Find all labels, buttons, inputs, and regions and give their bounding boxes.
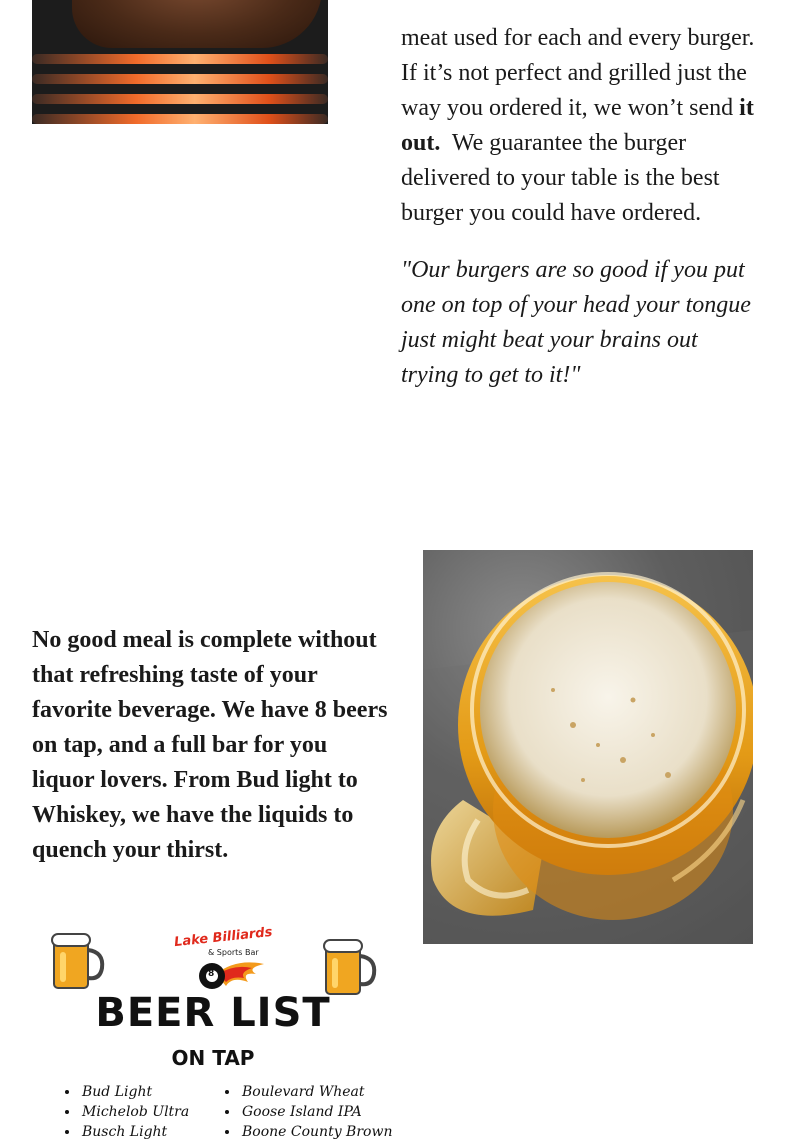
burger-paragraph-tail: We guarantee the burger delivered to your table is the best burger you could have ordered. [401, 130, 720, 226]
beer-mug-illustration [423, 550, 753, 944]
logo-name-text: Lake Billiards [173, 924, 274, 951]
burger-patty [72, 0, 322, 48]
beer-description: No good meal is complete without that refreshing taste of your favorite beverage. We have 8 beers on tap, and a full bar for you liquor lovers. From Bud light to Whiskey, we have the liquids to quench your thirst. [32, 627, 388, 863]
flaming-eight-ball-icon [186, 956, 266, 992]
grilled-burger-image [32, 0, 328, 124]
burger-paragraph-bold: it out. [401, 95, 754, 156]
grill-grate-bar [32, 114, 328, 124]
burger-paragraph [401, 0, 757, 231]
beer-list-subtitle: ON TAP [171, 1046, 255, 1070]
beer-mug-image [423, 550, 753, 944]
beer-list-item: • Bud Light [80, 1082, 189, 1102]
burger-description [401, 0, 757, 231]
beer-list-column-2 [222, 1082, 392, 1142]
logo-subtitle-text: & Sports Bar [208, 948, 259, 957]
grill-grate-bar [32, 94, 328, 104]
beer-list-poster [32, 912, 394, 1146]
beer-list-item: • Goose Island IPA [240, 1102, 392, 1122]
beer-list-column-1 [62, 1082, 189, 1142]
burger-paragraph-text: meat used for each and every burger. If it’s not perfect and grilled just the way you ordered it, we won’t send [401, 25, 755, 121]
beer-list-item: • Busch Light [80, 1122, 189, 1142]
bar-logo [162, 926, 282, 992]
beer-list-item: • Boone County Brown [240, 1122, 392, 1142]
grill-grate-bar [32, 74, 328, 84]
beer-list-item: • Michelob Ultra [80, 1102, 189, 1122]
burger-quote: "Our burgers are so good if you put one on top of your head your tongue just might beat your brains out trying to get to it!" [401, 257, 751, 388]
beer-list-title: BEER LIST [95, 990, 331, 1036]
eight-ball-number: 8 [208, 969, 215, 979]
beer-list-item: • Boulevard Wheat [240, 1082, 392, 1102]
grill-grate-bar [32, 54, 328, 64]
beer-mug-left-icon [48, 930, 108, 994]
